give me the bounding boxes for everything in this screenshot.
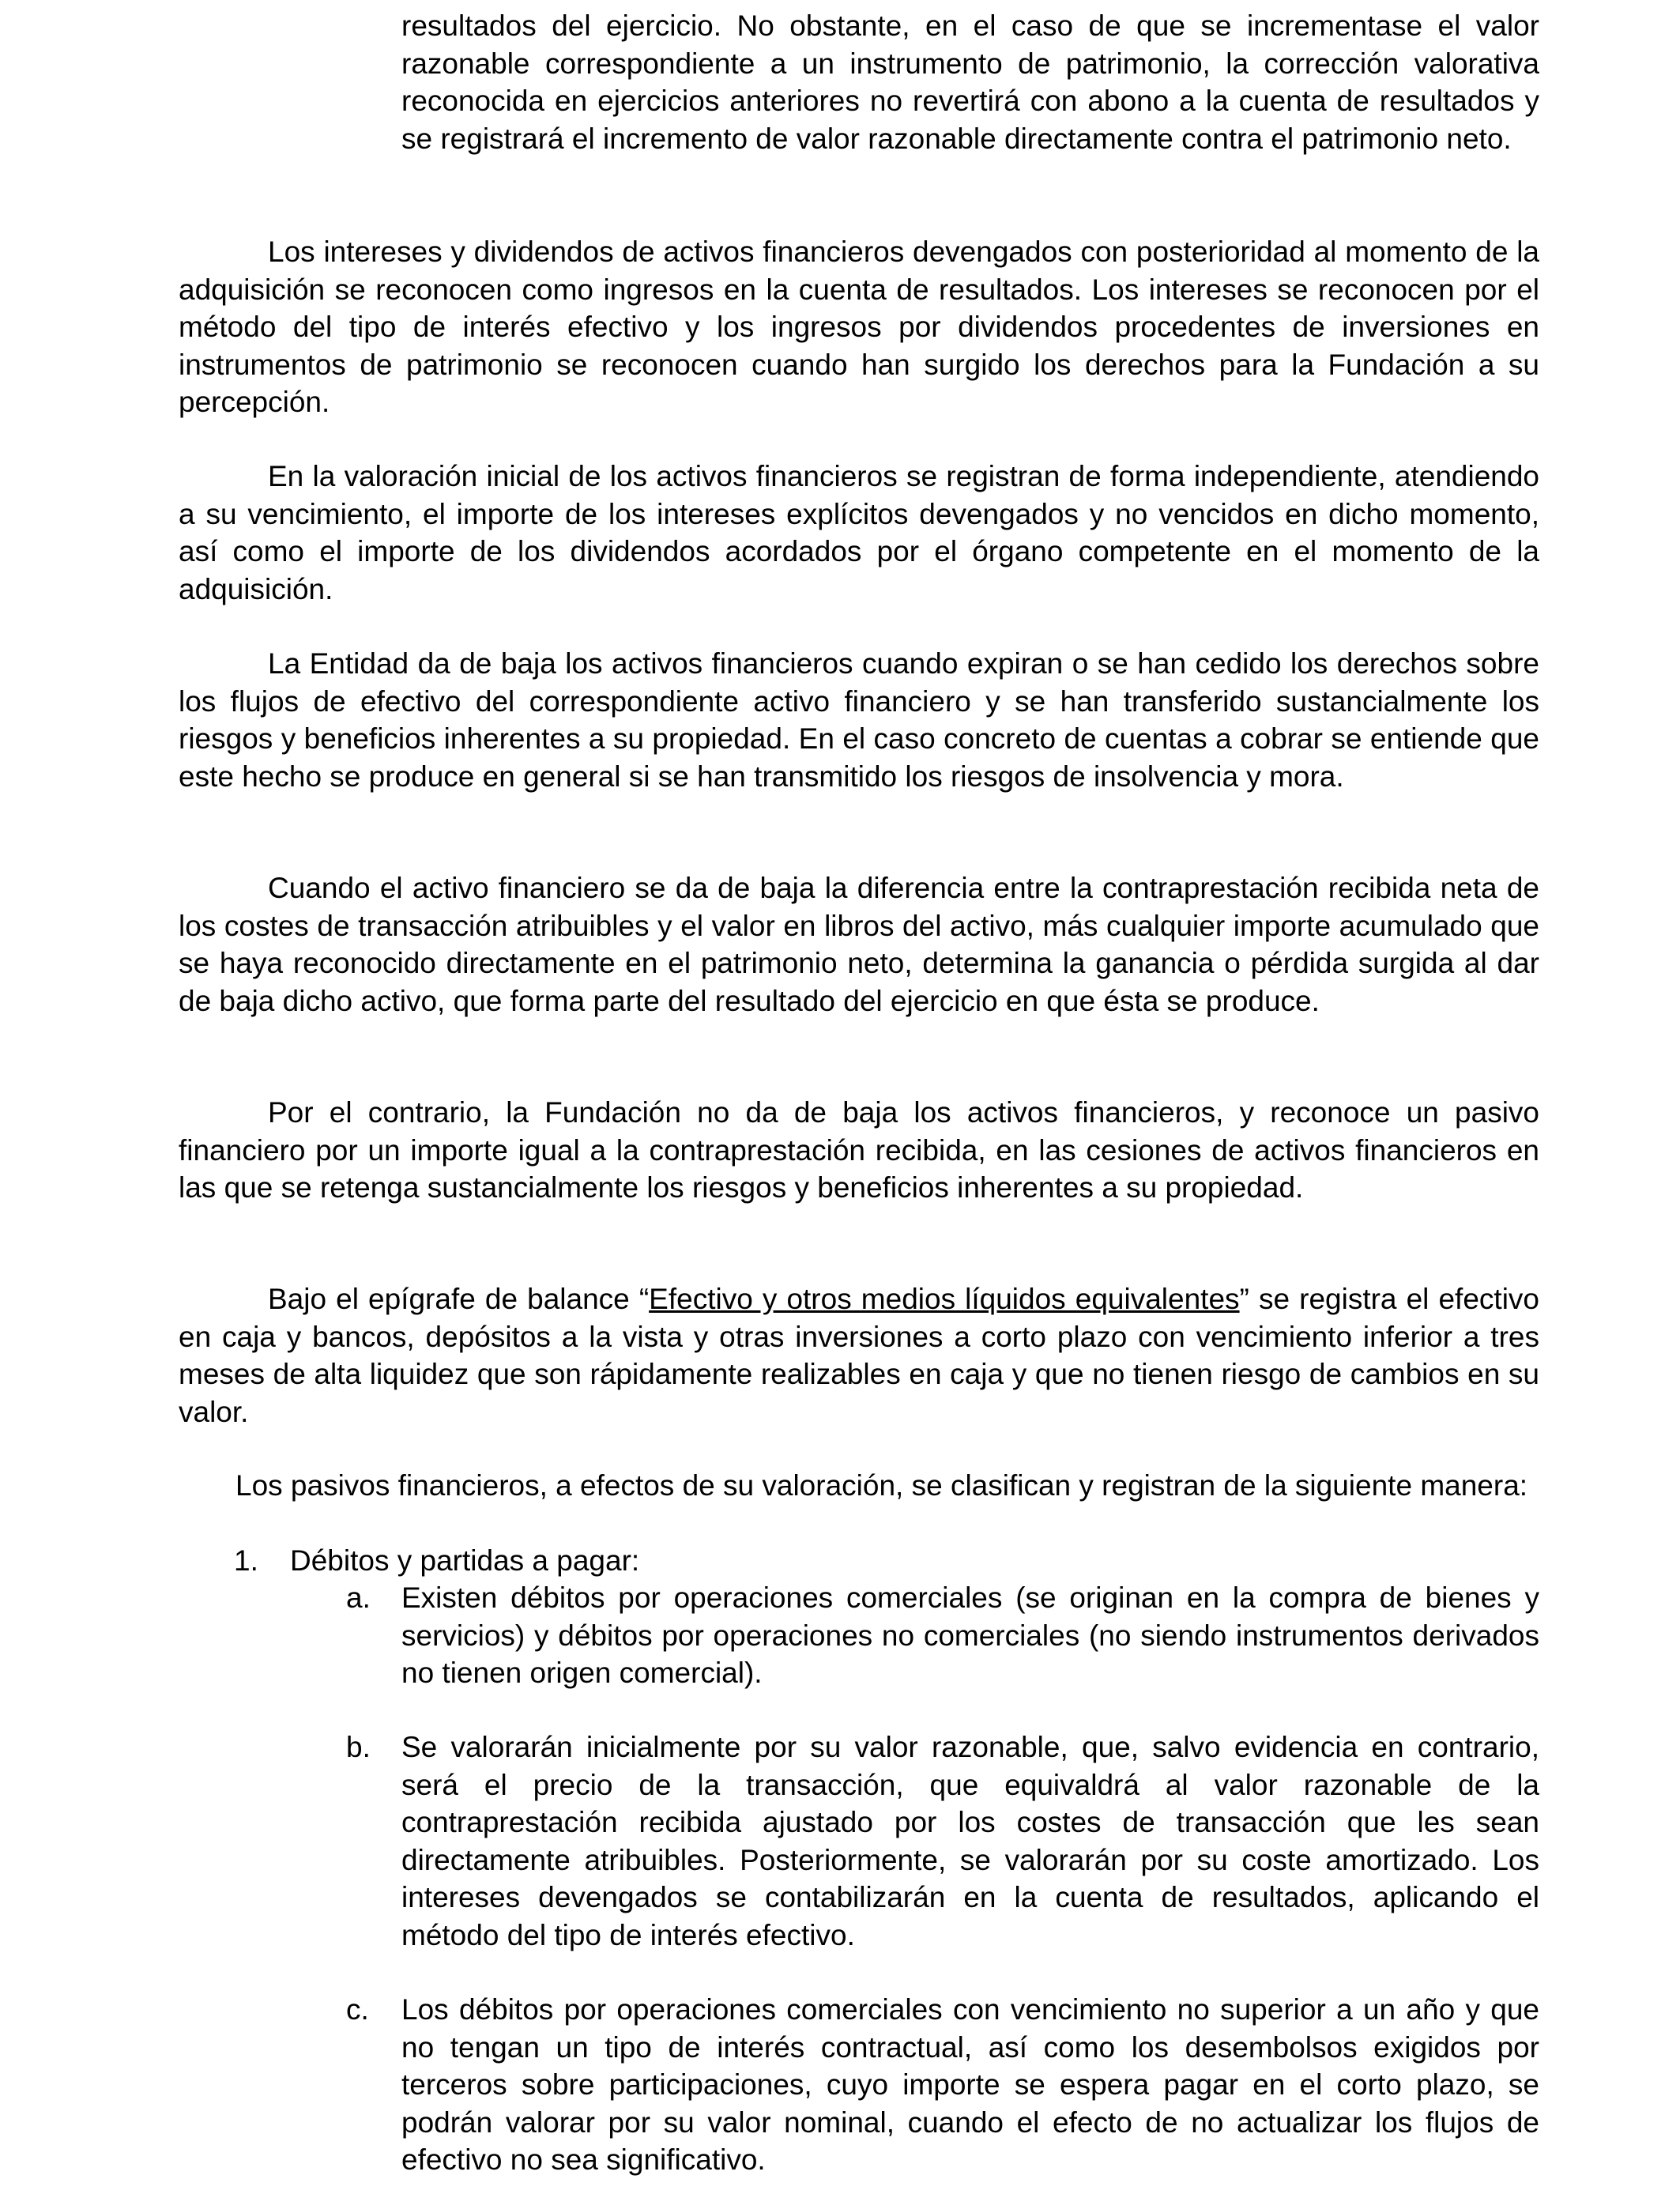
list-number: 1. [234,1544,258,1577]
sub-item-text-a: Existen débitos por operaciones comerciales (se originan en la compra de bienes y servicios) y débitos por operaciones no comerciales (no siendo instrumentos derivados no tienen origen comercial). [401,1581,1539,1689]
paragraph-intereses-dividendos: Los intereses y dividendos de activos financieros devengados con posterioridad al momento de la adquisición se reconocen como ingresos en la cuenta de resultados. Los intereses se reconocen por el método del tipo de interés efectivo y los ingresos por dividendos procedentes de inversiones en instrumentos de patrimonio se reconocen cuando han surgido los derechos para la Fundación a su percepción. [179,236,1539,418]
paragraph-baja-activos: La Entidad da de baja los activos financieros cuando expiran o se han cedido los derechos sobre los flujos de efectivo del correspondiente activo financiero y se han transferido sustancialmente los riesgos y beneficios inherentes a su propiedad. En el caso concreto de cuentas a cobrar se entiende que este hecho se produce en general si se han transmitido los riesgos de insolvencia y mora. [179,647,1539,793]
sub-item-letter-b: b. [346,1731,371,1763]
paragraph-pasivo-financiero: Por el contrario, la Fundación no da de baja los activos financieros, y reconoce un pasivo financiero por un importe igual a la contraprestación recibida, en las cesiones de activos financieros en las que se retenga sustancialmente los riesgos y beneficios inherentes a su propiedad. [179,1096,1539,1204]
paragraph-valoracion-inicial: En la valoración inicial de los activos financieros se registran de forma independiente, atendiendo a su vencimiento, el importe de los intereses explícitos devengados y no vencidos en dicho momento, así como el importe de los dividendos acordados por el órgano competente en el momento de la adquisición. [179,460,1539,605]
sub-item-letter-a: a. [346,1581,371,1614]
sub-item-text-b: Se valorarán inicialmente por su valor razonable, que, salvo evidencia en contrario, será el precio de la transacción, que equivaldrá al valor razonable de la contraprestación recibida ajustado por los costes de transacción que les sean directamente atribuibles. Posteriormente, se valorarán por su coste amortizado. Los intereses devengados se contabilizarán en la cuenta de resultados, aplicando el método del tipo de interés efectivo. [401,1731,1539,1951]
paragraph-efectivo [179,1280,1539,1431]
efectivo-underlined-term: Efectivo y otros medios líquidos equivalentes [649,1283,1240,1315]
intro-paragraph: resultados del ejercicio. No obstante, en el caso de que se incrementase el valor razonable correspondiente a un instrumento de patrimonio, la corrección valorativa reconocida en ejercicios anteriores no revertirá con abono a la cuenta de resultados y se registrará el incremento de valor razonable directamente contra el patrimonio neto. [401,9,1539,155]
paragraph-pasivos-financieros: Los pasivos financieros, a efectos de su valoración, se clasifican y registran de la siguiente manera: [235,1469,1528,1502]
efectivo-text-before: Bajo el epígrafe de balance “ [268,1283,650,1315]
list-title: Débitos y partidas a pagar: [290,1544,640,1577]
sub-item-text-c: Los débitos por operaciones comerciales con vencimiento no superior a un año y que no tengan un tipo de interés contractual, así como los desembolsos exigidos por terceros sobre participaciones, cuyo importe se espera pagar en el corto plazo, se podrán valorar por su valor nominal, cuando el efecto de no actualizar los flujos de efectivo no sea significativo. [401,1993,1539,2176]
sub-item-letter-c: c. [346,1993,369,2026]
efectivo-text-after: ” se registra el efectivo en caja y bancos, depósitos a la vista y otras inversiones a corto plazo con vencimiento inferior a tres meses de alta liquidez que son rápidamente realizables en caja y que no tienen riesgo de cambios en su valor. [179,1283,1539,1428]
paragraph-diferencia-contraprestacion: Cuando el activo financiero se da de baja la diferencia entre la contraprestación recibida neta de los costes de transacción atribuibles y el valor en libros del activo, más cualquier importe acumulado que se haya reconocido directamente en el patrimonio neto, determina la ganancia o pérdida surgida al dar de baja dicho activo, que forma parte del resultado del ejercicio en que ésta se produce. [179,872,1539,1017]
